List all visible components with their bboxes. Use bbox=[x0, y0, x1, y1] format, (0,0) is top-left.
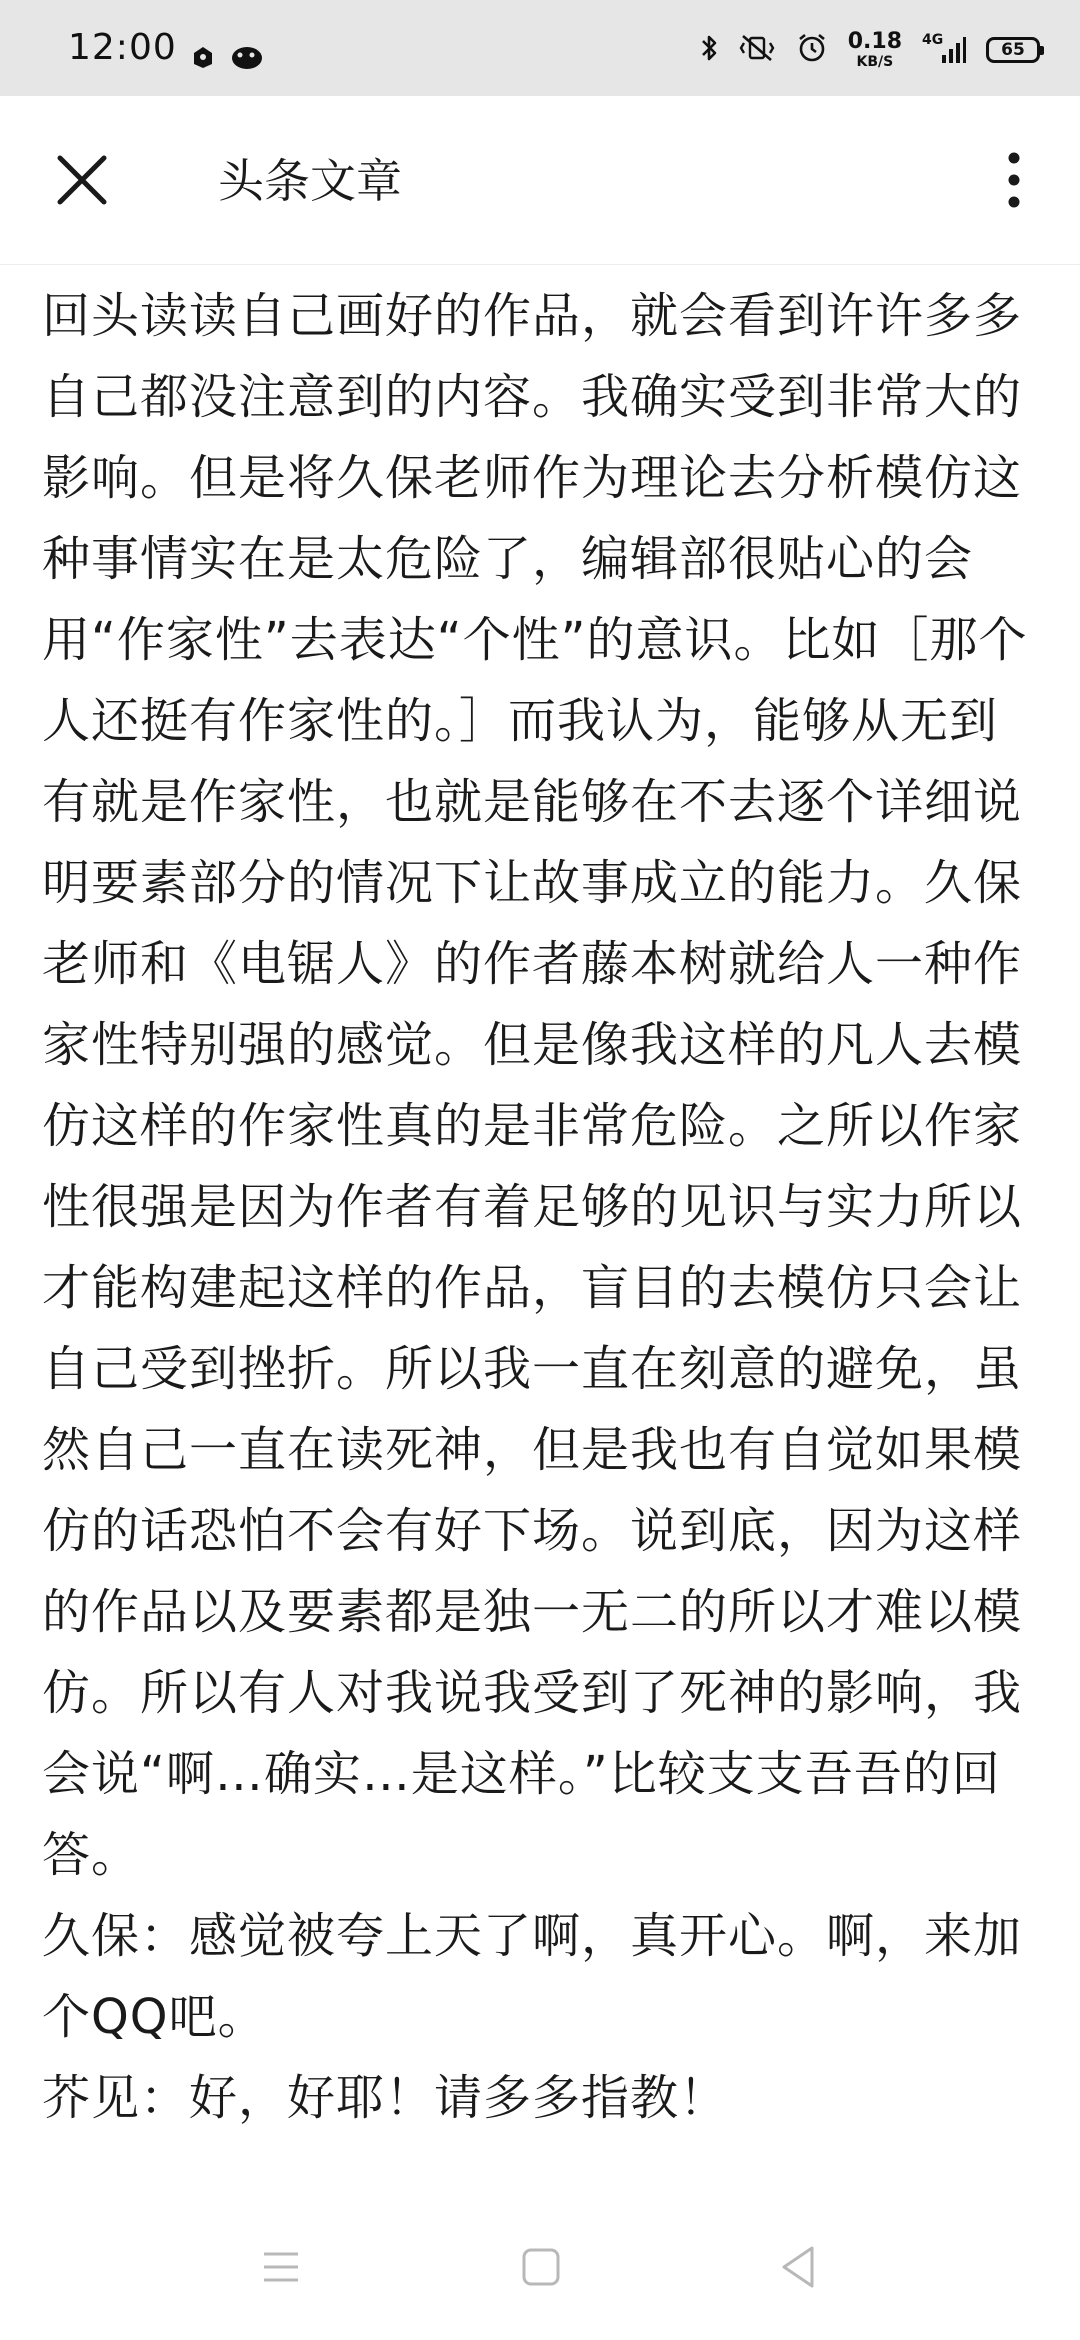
battery-icon: 65 bbox=[986, 37, 1040, 63]
menu-icon bbox=[256, 2242, 306, 2292]
network-speed-value: 0.18 bbox=[847, 29, 902, 54]
status-bar bbox=[0, 0, 1080, 96]
system-navigation-bar bbox=[0, 2180, 1080, 2340]
signal-icon bbox=[922, 33, 966, 67]
home-button[interactable] bbox=[516, 2242, 566, 2292]
vibrate-mute-icon bbox=[738, 33, 776, 67]
article-paragraph: 回头读读自己画好的作品，就会看到许许多多自己都没注意到的内容。我确实受到非常大的影响。但是将久保老师作为理论去分析模仿这种事情实在是太危险了，编辑部很贴心的会用“作家性”去表达“个性”的意识。比如［那个人还挺有作家性的。］而我认为，能够从无到有就是作家性，也就是能够在不去逐个详细说明要素部分的情况下让故事成立的能力。久保老师和《电锯人》的作者藤本树就给人一种作家性特别强的感觉。但是像我这样的凡人去模仿这样的作家性真的是非常危险。之所以作家性很强是因为作者有着足够的见识与实力所以才能构建起这样的作品，盲目的去模仿只会让自己受到挫折。所以我一直在刻意的避免，虽然自己一直在读死神，但是我也有自觉如果模仿的话恐怕不会有好下场。说到底，因为这样的作品以及要素都是独一无二的所以才难以模仿。所以有人对我说我受到了死神的影响，我会说“啊…确实…是这样。”比较支支吾吾的回答。 bbox=[42, 288, 1028, 1883]
home-square-icon bbox=[516, 2242, 566, 2292]
more-options-button[interactable] bbox=[994, 148, 1034, 212]
notification-icons bbox=[190, 44, 264, 74]
article-body bbox=[42, 276, 1046, 2139]
alarm-icon bbox=[796, 32, 828, 68]
network-speed-unit: KB/S bbox=[856, 54, 894, 70]
close-icon bbox=[50, 148, 114, 212]
article-paragraph: 久保：感觉被夸上天了啊，真开心。啊，来加个QQ吧。 bbox=[42, 1908, 1023, 2045]
network-type-label: 4G bbox=[922, 32, 944, 48]
notification-app-icon-1 bbox=[190, 44, 216, 74]
article-scroll-area[interactable] bbox=[0, 265, 1080, 2165]
notification-app-icon-2 bbox=[230, 44, 264, 74]
app-header bbox=[0, 96, 1080, 265]
back-button[interactable] bbox=[774, 2242, 824, 2292]
back-triangle-icon bbox=[774, 2242, 824, 2292]
bluetooth-icon bbox=[700, 33, 718, 67]
article-paragraph: 芥见：好，好耶！请多多指教！ bbox=[42, 2070, 729, 2126]
menu-button[interactable] bbox=[256, 2242, 306, 2292]
network-speed bbox=[848, 31, 902, 69]
close-button[interactable] bbox=[50, 148, 114, 212]
page-title: 头条文章 bbox=[218, 154, 402, 208]
more-vertical-icon bbox=[994, 148, 1034, 212]
status-time: 12:00 bbox=[68, 27, 177, 68]
status-right-icons bbox=[700, 30, 1040, 70]
